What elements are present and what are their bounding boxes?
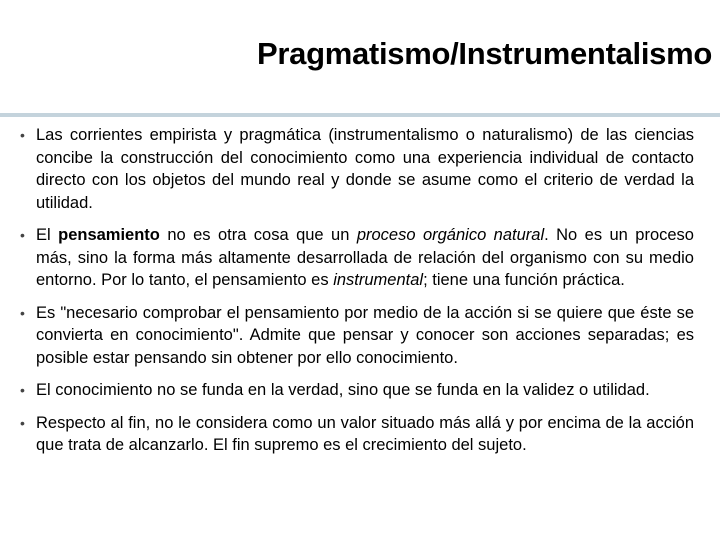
title-divider <box>0 113 720 117</box>
bullet-text-italic: proceso orgánico natural <box>356 226 545 244</box>
bullet-marker: • <box>20 414 25 431</box>
bullet-item <box>0 302 720 370</box>
bullet-marker: • <box>20 127 25 143</box>
bullet-text: Respecto al fin, no le considera como un valor situado más allá y por encima de la acción que trata de alcanzarlo. El fin supremo es el crecimiento del sujeto. <box>36 413 694 454</box>
bullet-text-bold: pensamiento <box>58 226 160 244</box>
bullet-marker: • <box>20 382 25 398</box>
bullet-text-part: ; tiene una función práctica. <box>423 271 625 289</box>
bullet-item <box>0 224 720 292</box>
bullet-list <box>0 124 720 467</box>
bullet-text-part: El <box>36 226 59 244</box>
bullet-text: Es "necesario comprobar el pensamiento por medio de la acción si se quiere que éste se convierta en conocimiento". Admite que pensar y conocer son acciones separadas; es posible estar pensando sin obtener por ello conocimiento. <box>36 303 694 367</box>
bullet-text-part: no es otra cosa que un <box>159 226 357 244</box>
bullet-text: El conocimiento no se funda en la verdad, sino que se funda en la validez o utilidad. <box>36 381 650 399</box>
bullet-marker: • <box>20 227 25 243</box>
bullet-item <box>0 124 720 214</box>
bullet-text-part: . No es un proceso más, sino la forma más altamente desarrollada de relación del organismo con su medio entorno. Por lo tanto, el pensamiento es <box>36 226 694 289</box>
bullet-item <box>0 379 720 402</box>
bullet-item <box>0 412 720 457</box>
bullet-text-italic: instrumental <box>333 271 424 289</box>
slide-title: Pragmatismo/Instrumentalismo <box>257 36 712 71</box>
bullet-text: Las corrientes empirista y pragmática (instrumentalismo o naturalismo) de las ciencias concibe la construcción del conocimiento como una experiencia individual de contacto directo con los objetos del mundo real y donde se asume como el criterio de verdad la utilidad. <box>36 126 694 212</box>
bullet-marker: • <box>20 304 25 321</box>
